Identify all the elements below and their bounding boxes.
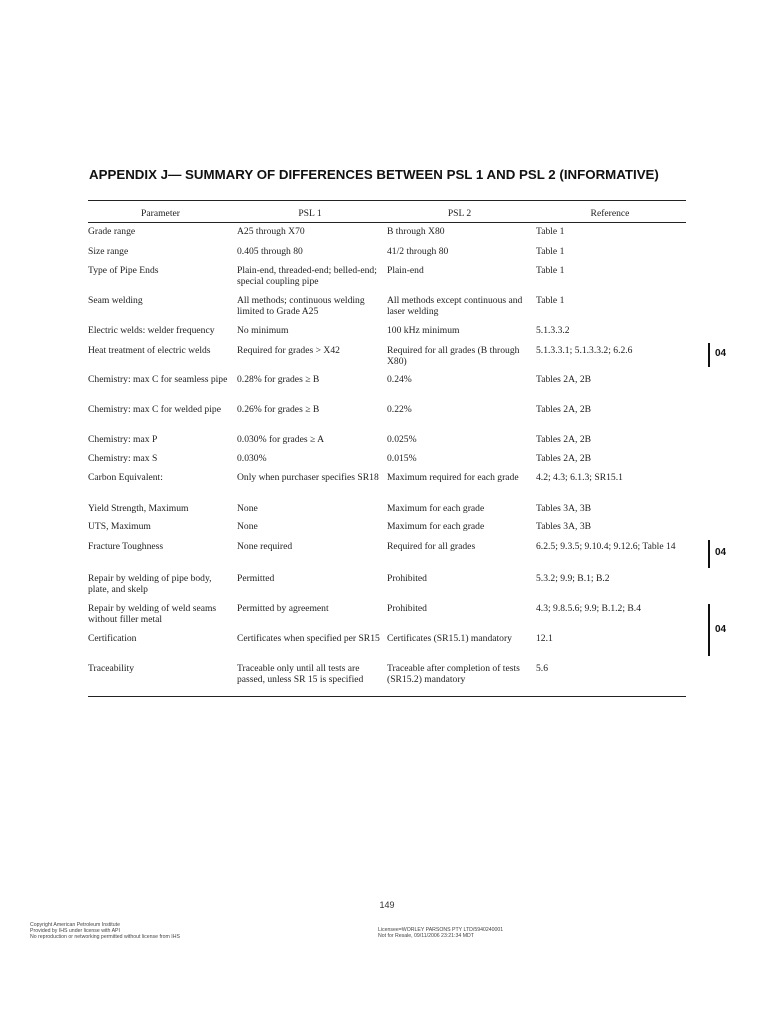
psl2-cell: Prohibited bbox=[387, 603, 427, 614]
column-header-psl1: PSL 1 bbox=[298, 208, 322, 219]
reference-cell: 5.6 bbox=[536, 663, 548, 674]
psl1-cell: None bbox=[237, 521, 258, 532]
psl1-cell: 0.26% for grades ≥ B bbox=[237, 404, 320, 415]
footer-copyright bbox=[30, 922, 180, 940]
psl1-cell: No minimum bbox=[237, 325, 289, 336]
reference-cell: 5.1.3.3.2 bbox=[536, 325, 570, 336]
appendix-title: APPENDIX J— SUMMARY OF DIFFERENCES BETWEEN PSL 1 AND PSL 2 (INFORMATIVE) bbox=[89, 167, 659, 182]
reference-cell: Tables 2A, 2B bbox=[536, 374, 592, 385]
psl1-cell: Permitted bbox=[237, 573, 275, 584]
reference-cell: 4.2; 4.3; 6.1.3; SR15.1 bbox=[536, 472, 623, 483]
margin-mark-label: 04 bbox=[715, 348, 727, 359]
table-bottom-rule bbox=[88, 696, 686, 697]
parameter-cell: Traceability bbox=[88, 663, 135, 674]
psl1-cell: 0.28% for grades ≥ B bbox=[237, 374, 320, 385]
parameter-cell: Grade range bbox=[88, 226, 136, 237]
psl2-cell: Maximum for each grade bbox=[387, 503, 485, 514]
psl1-cell: None required bbox=[237, 541, 293, 552]
psl1-cell: Traceable only until all tests are passed, unless SR 15 is specified bbox=[237, 663, 364, 685]
reference-cell: Tables 3A, 3B bbox=[536, 521, 592, 532]
reference-cell: Table 1 bbox=[536, 246, 565, 257]
psl2-cell: 0.22% bbox=[387, 404, 412, 415]
psl1-cell: Plain-end, threaded-end; belled-end; special coupling pipe bbox=[237, 265, 377, 287]
psl2-cell: 0.025% bbox=[387, 434, 417, 445]
table-header-rule bbox=[88, 222, 686, 223]
psl2-cell: Required for all grades (B through X80) bbox=[387, 345, 520, 367]
margin-mark-label: 04 bbox=[715, 547, 727, 558]
reference-cell: Tables 2A, 2B bbox=[536, 434, 592, 445]
psl1-cell: All methods; continuous welding limited to Grade A25 bbox=[237, 295, 365, 317]
psl1-cell: Permitted by agreement bbox=[237, 603, 329, 614]
parameter-cell: Type of Pipe Ends bbox=[88, 265, 159, 276]
parameter-cell: Fracture Toughness bbox=[88, 541, 164, 552]
footer-line: Copyright American Petroleum Institute bbox=[30, 922, 120, 928]
psl1-cell: 0.030% bbox=[237, 453, 267, 464]
footer-line: Not for Resale, 09/11/2006 23:21:34 MDT bbox=[378, 933, 474, 939]
reference-cell: Table 1 bbox=[536, 226, 565, 237]
reference-cell: 4.3; 9.8.5.6; 9.9; B.1.2; B.4 bbox=[536, 603, 642, 614]
parameter-cell: Electric welds: welder frequency bbox=[88, 325, 215, 336]
reference-cell: Table 1 bbox=[536, 295, 565, 306]
footer-license bbox=[378, 927, 503, 939]
psl1-cell: None bbox=[237, 503, 258, 514]
reference-cell: 12.1 bbox=[536, 633, 553, 644]
column-header-reference: Reference bbox=[590, 208, 630, 219]
parameter-cell: Chemistry: max C for seamless pipe bbox=[88, 374, 228, 385]
parameter-cell: Chemistry: max P bbox=[88, 434, 158, 445]
psl2-cell: Traceable after completion of tests (SR15.2) mandatory bbox=[387, 663, 520, 685]
psl2-cell: 0.24% bbox=[387, 374, 412, 385]
reference-cell: 5.1.3.3.1; 5.1.3.3.2; 6.2.6 bbox=[536, 345, 633, 356]
column-header-psl2: PSL 2 bbox=[447, 208, 472, 219]
footer-line: Provided by IHS under license with API bbox=[30, 928, 120, 934]
psl2-cell: Maximum for each grade bbox=[387, 521, 485, 532]
parameter-cell: Chemistry: max S bbox=[88, 453, 158, 464]
reference-cell: Table 1 bbox=[536, 265, 565, 276]
reference-cell: 5.3.2; 9.9; B.1; B.2 bbox=[536, 573, 610, 584]
psl2-cell: All methods except continuous and laser welding bbox=[387, 295, 523, 317]
footer-line: No reproduction or networking permitted without license from IHS bbox=[30, 934, 180, 940]
parameter-cell: Yield Strength, Maximum bbox=[88, 503, 189, 514]
psl2-cell: B through X80 bbox=[387, 226, 445, 237]
page-number: 149 bbox=[379, 900, 395, 910]
psl2-cell: Prohibited bbox=[387, 573, 427, 584]
psl2-cell: 0.015% bbox=[387, 453, 417, 464]
parameter-cell: Repair by welding of pipe body, plate, and skelp bbox=[88, 573, 212, 595]
reference-cell: Tables 2A, 2B bbox=[536, 404, 592, 415]
psl1-cell: Required for grades > X42 bbox=[237, 345, 340, 356]
psl1-cell: 0.030% for grades ≥ A bbox=[237, 434, 325, 445]
parameter-cell: Carbon Equivalent: bbox=[88, 472, 163, 483]
parameter-cell: Size range bbox=[88, 246, 129, 257]
psl1-cell: A25 through X70 bbox=[237, 226, 305, 237]
reference-cell: Tables 2A, 2B bbox=[536, 453, 592, 464]
psl2-cell: 100 kHz minimum bbox=[387, 325, 460, 336]
parameter-cell: Repair by welding of weld seams without filler metal bbox=[88, 603, 217, 625]
psl2-cell: Certificates (SR15.1) mandatory bbox=[387, 633, 512, 644]
parameter-cell: Chemistry: max C for welded pipe bbox=[88, 404, 221, 415]
psl2-cell: 41/2 through 80 bbox=[387, 246, 449, 257]
parameter-cell: Heat treatment of electric welds bbox=[88, 345, 211, 356]
table-top-rule bbox=[88, 200, 686, 201]
column-header-parameter: Parameter bbox=[141, 208, 180, 219]
parameter-cell: Seam welding bbox=[88, 295, 143, 306]
reference-cell: 6.2.5; 9.3.5; 9.10.4; 9.12.6; Table 14 bbox=[536, 541, 676, 552]
parameter-cell: UTS, Maximum bbox=[88, 521, 151, 532]
margin-mark-label: 04 bbox=[715, 624, 727, 635]
psl2-cell: Required for all grades bbox=[387, 541, 476, 552]
footer-line: Licensee=WORLEY PARSONS PTY LTD/5940240001 bbox=[378, 927, 504, 933]
reference-cell: Tables 3A, 3B bbox=[536, 503, 592, 514]
psl1-cell: Only when purchaser specifies SR18 bbox=[237, 472, 379, 483]
psl1-cell: Certificates when specified per SR15 bbox=[237, 633, 380, 644]
parameter-cell: Certification bbox=[88, 633, 137, 644]
psl2-cell: Maximum required for each grade bbox=[387, 472, 519, 483]
psl2-cell: Plain-end bbox=[387, 265, 424, 276]
psl1-cell: 0.405 through 80 bbox=[237, 246, 303, 257]
